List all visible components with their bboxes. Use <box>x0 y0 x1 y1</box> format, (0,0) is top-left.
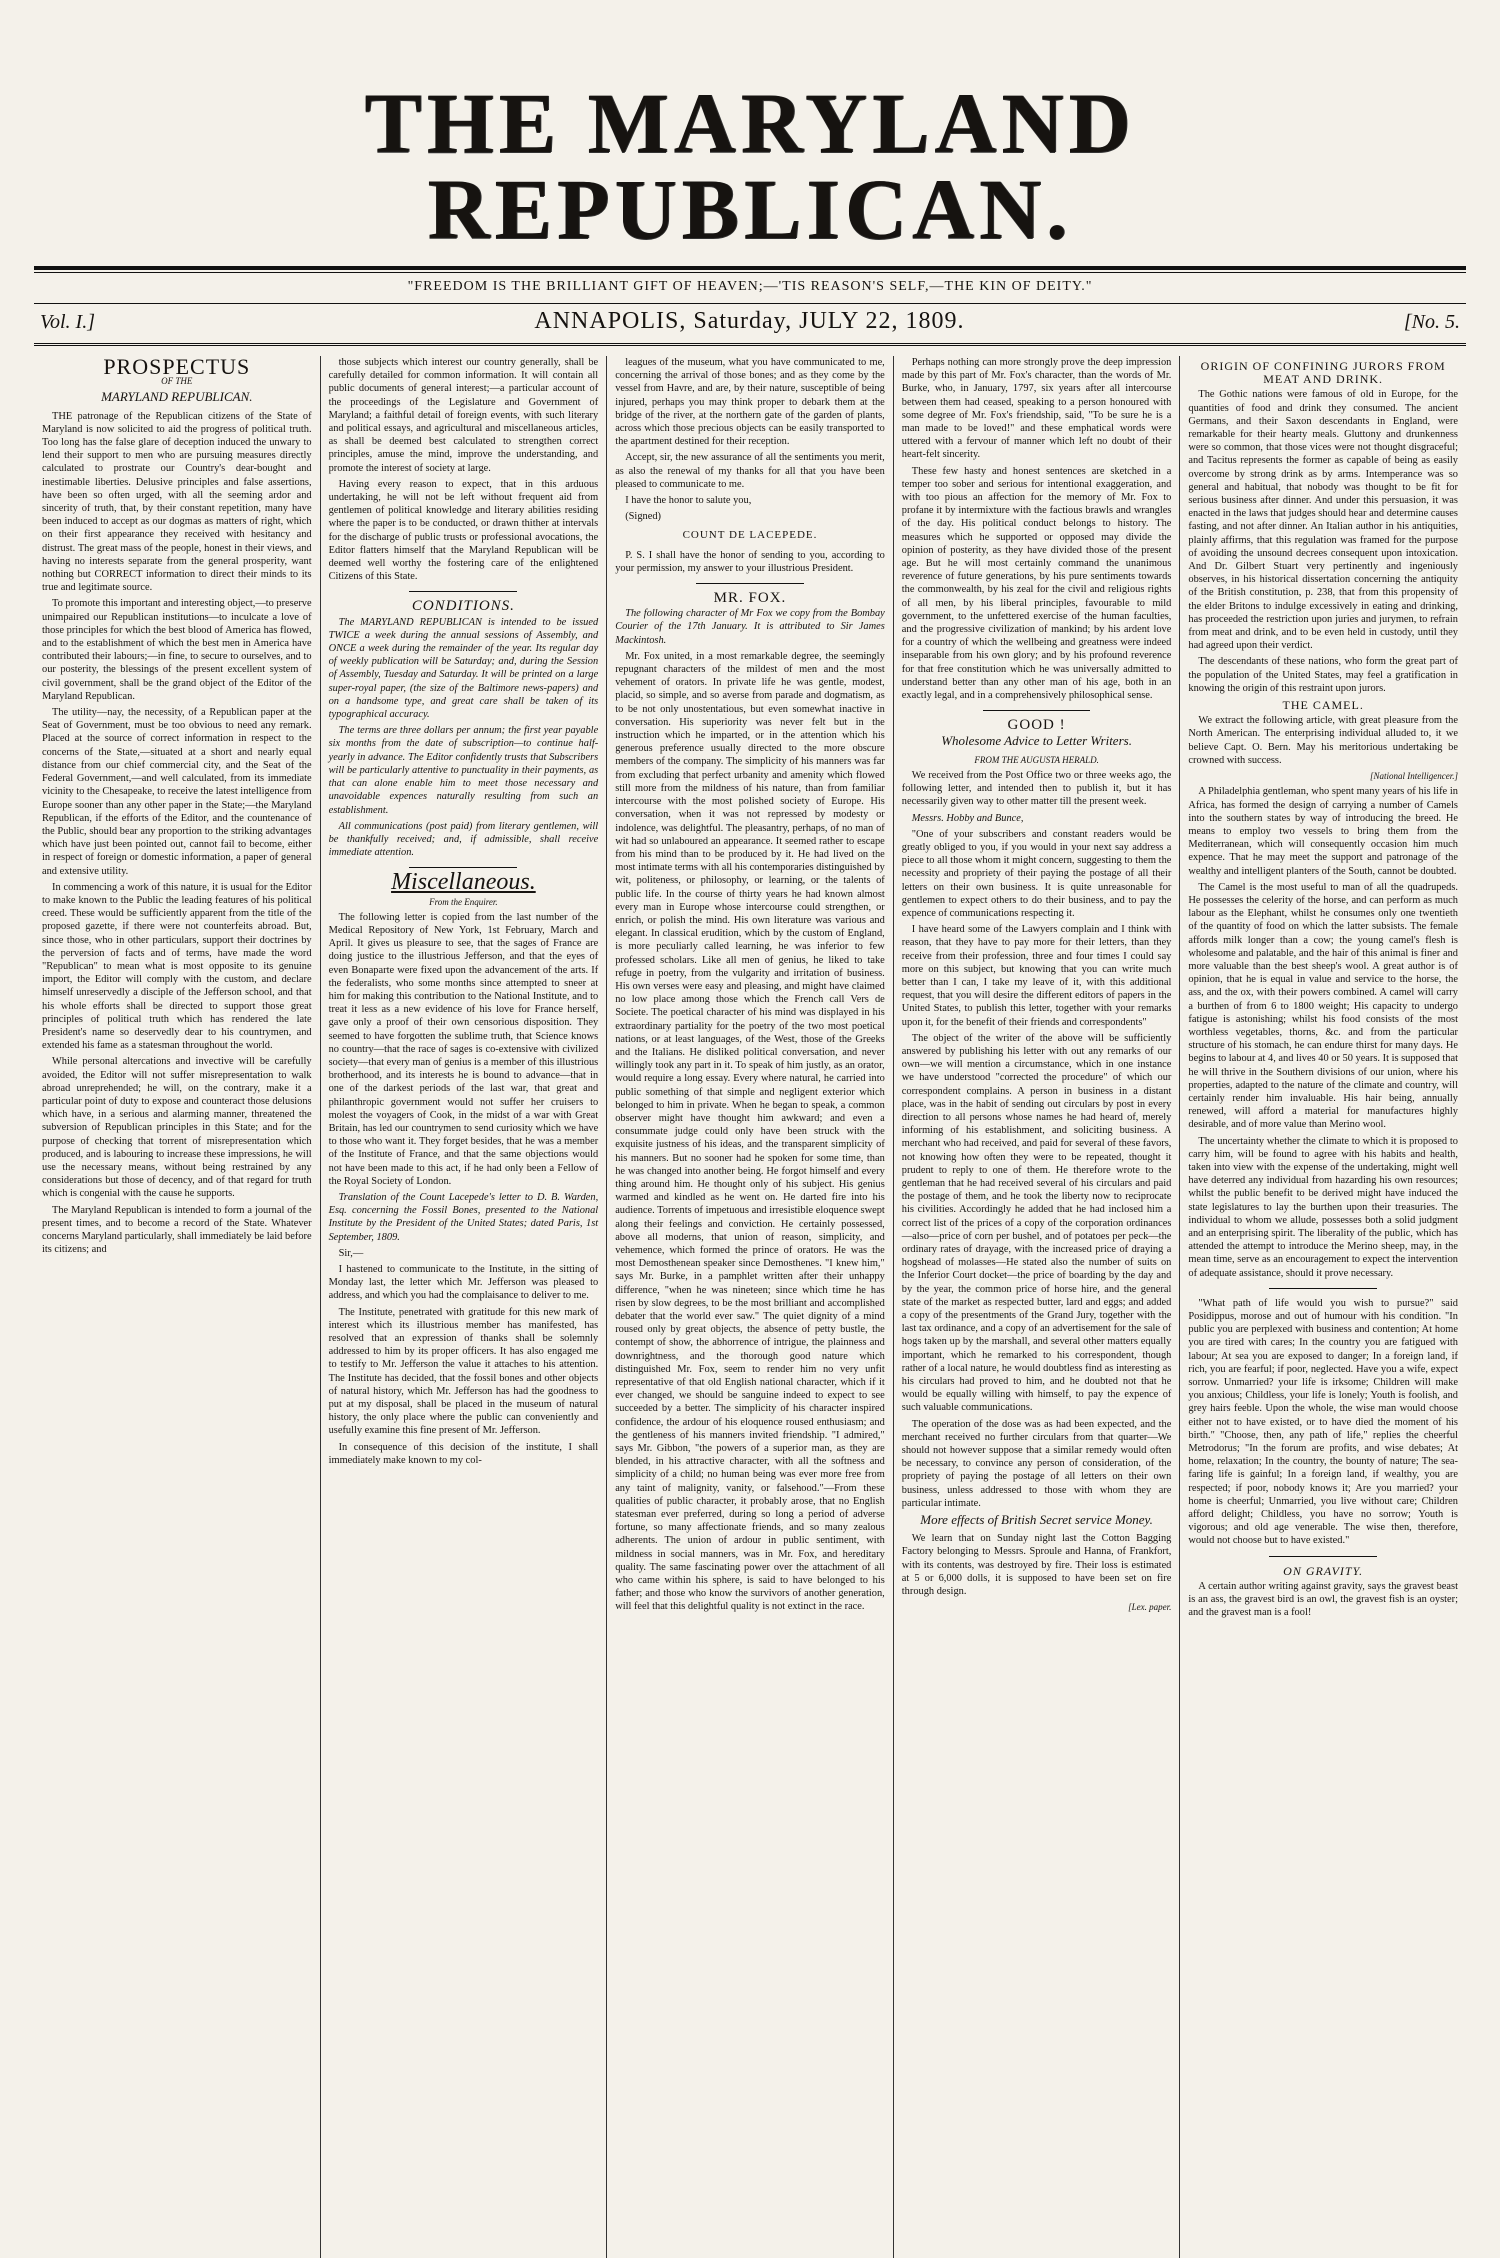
paragraph: All communications (post paid) from literary gentlemen, will be thankfully received; and, if admissible, shall receive immediate attention. <box>328 820 599 859</box>
column-1 <box>34 356 320 2258</box>
signature: COUNT DE LACEPEDE. <box>682 529 818 542</box>
source-line: [National Intelligencer.] <box>1369 771 1458 782</box>
source-line: From the Enquirer. <box>429 896 498 907</box>
paragraph: The utility—nay, the necessity, of a Republican paper at the Seat of Government, must be too obvious to need any remark. Placed at the source of correct information in respect to the concerns of the State,—situated at a short and nearly equal distance from our chief commercial city, and the Seat of the Federal Government,—and well calculated, from its immediate vicinity to the Chesapeake, to receive the latest intelligence from Europe sooner than any other paper in the State;—the Maryland Republican, if the efforts of the Editor, and the countenance of the Public, should bear any proportion to the striking advantages which have just been pointed out, cannot fail to become, either in respect of foreign or domestic information, a paper of general and extensive utility. <box>42 707 312 877</box>
paragraph: We learn that on Sunday night last the Cotton Bagging Factory belonging to Messrs. Sproule and Hanna, of Frankfort, with its contents, was destroyed by fire. Their loss is estimated at 5 or 6,000 dolls, it is supposed to have been set on fire through design. <box>901 1533 1172 1598</box>
paragraph: THE patronage of the Republican citizens of the State of Maryland is now solicited to aid the progress of political truth. Too long has the false glare of deception induced the unwary to lend their support to men who are pursuing measures directly calculated to prostrate our Country's dear-bought and inestimable liberties. Delusive principles and false assertions, have been so often urged, with all the seeming ardor and sincerity of truth, that, by their constant repetition, many have been induced to accept as our dogmas as matters of right, which on their first appearance they received with hesitancy and distrust. The great mass of the people, honest in their views, and having no interests separate from the general prosperity, want nothing but CORRECT information to direct their minds to its true and legitimate source. <box>42 410 312 594</box>
gravity-heading: ON GRAVITY. <box>1283 1563 1364 1578</box>
paragraph: I hastened to communicate to the Institute, in the sitting of Monday last, the letter which Mr. Jefferson was pleased to address, and which you had the complaisance to deliver to me. <box>328 1264 599 1302</box>
paragraph: We received from the Post Office two or three weeks ago, the following letter, and intended then to publish it, but it has necessarily given way to other matter till the present week. <box>901 769 1172 808</box>
paragraph: The MARYLAND REPUBLICAN is intended to be issued TWICE a week during the annual sessions of Assembly, and ONCE a week during the remainder of the year. Its regular day of weekly publication will be Saturday; and, during the Session of Assembly, Tuesday and Saturday. It will be printed on a large super-royal paper, (the size of the Baltimore news-papers) and on a handsome type, and great care shall be taken of its typographical accuracy. <box>328 616 599 721</box>
column-4 <box>893 356 1180 2258</box>
divider <box>409 867 517 868</box>
motto-rule <box>34 303 1466 304</box>
fox-heading: MR. FOX. <box>713 590 787 607</box>
paragraph: These few hasty and honest sentences are sketched in a temper too sober and serious for intentional exaggeration, and with too pious an affection for the memory of Mr. Fox to profane it by intermixture with the factious brawls and wrangles of the day. His political conduct belongs to history. The measures which he supported or opposed may divide the opinion of posterity, as they have divided those of the present age. But he will most certainly command the unanimous reverence of future generations, by his pure sentiments towards the commonwealth, by his zeal for the civil and religious rights of all men, by his liberal principles, favourable to mild government, to the unfettered exercise of the human faculties, and the progressive civilization of mankind; by his ardent love for a country of which the wellbeing and greatness were indeed inseparable from his own glory; and by his profound reverence for that free constitution which he was universally admitted to understand better than any other man of his age, both in an exactly legal, and in a comprehensively philosophical sense. <box>901 465 1172 702</box>
paragraph: Having every reason to expect, that in this arduous undertaking, he will not be left without frequent aid from gentlemen of political knowledge and literary abilities residing where the paper is to be conducted, or drawn thither at intervals for the discharge of public trusts or professional avocations, the Editor flatters himself that the Maryland Republican will be deemed well worthy the fostering care of the enlightened Citizens of this State. <box>328 478 599 583</box>
column-2 <box>320 356 607 2258</box>
good-subtitle: Wholesome Advice to Letter Writers. <box>941 733 1132 749</box>
paragraph: To promote this important and interesting object,—to preserve unimpaired our Republican institutions—to inculcate a love of those principles for which the best blood of America has flowed, and to the establishment of which the best men in America have contributed their labours;—in fine, to secure to ourselves, and to our posterity, the blessings of the present excellent system of civil government, shall be the grand object of the Editor of the Maryland Republican. <box>42 598 312 702</box>
divider <box>409 591 517 592</box>
prospectus-of: OF THE <box>161 376 193 387</box>
paragraph: The descendants of these nations, who form the great part of the population of the United States, may feel a gratification in knowing the origin of this restraint upon jurors. <box>1188 656 1458 694</box>
column-5 <box>1179 356 1466 2258</box>
paragraph: The Camel is the most useful to man of all the quadrupeds. He possesses the celerity of the horse, and can perform as much labour as the Elephant, whilst he consumes only one twentieth of the quantity of food on which the latter subsists. The female affords milk longer than a cow; the young camel's flesh is wholesome and palatable, and the hair of this animal is finer and more valuable than the best sheep's wool. A great author is of opinion, that he is equal in value and service to the horse, the ass, and the ox, with their powers combined. A camel will carry a burthen of from 6 to 1800 weight; His capacity to undergo fatigue is astonishing; whilst his food consists of the most worthless vegetables, thorns, &c. and from the particular structure of his stomach, he can endure thirst for many days. He begins to labour at 4, and lives 40 or 50 years. It is supposed that he will thrive in the Southern divisions of our union, where his properties, adapted to the nature of the climate and country, will certainly render him invaluable. His hair being, annually renewed, will afford a material for manufactures highly desirable, and of more value than Merino wool. <box>1188 881 1458 1131</box>
postscript: P. S. I shall have the honor of sending to you, according to your permission, my answer to your illustrious President. <box>615 549 885 574</box>
camel-heading: THE CAMEL. <box>1282 698 1364 713</box>
paragraph: While personal altercations and invective will be carefully avoided, the Editor will not suffer misrepresentation to walk abroad unreprehended; he will, on the contrary, make it a particular point of duty to expose and counteract those delusions which have, in a serious and alarming manner, threatened the subversion of Republican principles in this State; and for the purpose of checking that torrent of misrepresentation which produced, and is labouring to increase these impressions, he will use the necessary means, without being restrained by any considerations but those of decency, and of that regard for truth which is congenial with the cause he supports. <box>42 1056 312 1200</box>
dateline <box>40 308 1460 335</box>
paragraph: The object of the writer of the above will be sufficiently answered by publishing his letter with out any remarks of our own—we will mention a circumstance, which in one instance we have understood "corrected the procedure" of which our correspondent complains. A person in business in a distant place, was in the habit of sending out circulars by post in every direction to all persons whose names he had heard of, merely informing of his establishment, and soliciting business. A merchant who had received, and paid for several of these favors, not knowing how often they were to be repeated, thought it prudent to reply to one of them. He therefore wrote to the gentleman that he had received several of his circulars and paid the postage of them, and he took the liberty now to reciprocate his civilities. Accordingly he added that he had inclosed him a correct list of the prices of a copy of the corporation ordinances—also—price of corn per bushel, and of potatoes per peck—the ordinary rates of drayage, with the increased price of draying a hogshead of molasses—He stated also the number of suits on the Inferior Court docket—the price of boarding by the day and by the year, the common price of horse hire, and the general state of the market as respected butter, lard and eggs; and added a copy of the presentments of the Grand Jury, together with the last tax ordinance, and a copy of an advertisement for the sale of hogs taken up by the marshall, and several other matters equally important, which he remarked to his correspondent, though rather of a local nature, he would doubtless find as interesting as his circulars had proved to him, and he doubted not that he would be equally willing with himself, to pay the expence of such valuable communications. <box>901 1032 1172 1414</box>
masthead-rule <box>34 266 1466 270</box>
paragraph: In consequence of this decision of the institute, I shall immediately make known to my col- <box>328 1441 599 1466</box>
source-line: FROM THE AUGUSTA HERALD. <box>974 754 1099 765</box>
paragraph: Mr. Fox united, in a most remarkable degree, the seemingly repugnant characters of the mildest of men and the most vehement of orators. In private life he was gentle, modest, placid, so simple, and so averse from parade and dogmatism, as to be not only unostentatious, but even somewhat inactive in conversation. His superiority was never felt but in the instruction which he imparted, or in the attention which his generous preference usually directed to the more obscure members of the company. The simplicity of his manners was far from excluding that perfect urbanity and amenity which flowed still more from the mildness of his nature, than from familiar intercourse with the most polished society of Europe. His conversation, when it was not repressed by modesty or indolence, was delightful. The pleasantry, perhaps, of no man of wit had so unlaboured an appearance. It seemed rather to escape from his mind than to be produced by it. He had lived on the most intimate terms with all his contemporaries distinguished by wit, politeness, or philosophy, or learning, or the talents of public life. In the course of thirty years he had known almost every man in Europe whose intercourse could strengthen, or enrich, or polish the mind. His own literature was various and elegant. In classical erudition, which by the custom of England, is more peculiarly called learning, he was inferior to few professed scholars. Like all men of genius, he liked to take refuge in poetry, from the vulgarity and irritation of business. His own verses were easy and pleasing, and might have claimed no low place among those which the French call Vers de Societe. The poetical character of his mind was displayed in his extraordinary partiality for the poetry of the two most poetical nations, or at least languages, of the West, those of the Greeks and the Italians. He disliked political conversation, and never willingly took any part in it. To speak of him justly, as an orator, would require a long essay. Every where natural, he carried into public something of that simple and negligent exterior which belonged to him in private. When he began to speak, a common observer might have thought him awkward; and even a consummate judge could only have been struck with the exquisite justness of his ideas, and the transparent simplicity of his manners. But no sooner had he spoken for some time, than he was changed into another being. He forgot himself and every thing around him. He thought only of his subject. His genius warmed and kindled as he went on. He darted fire into his audience. Torrents of impetuous and irresistible eloquence swept along their feelings and conviction. He certainly possessed, above all moderns, that union of reason, simplicity, and vehemence, which formed the prince of orators. He was the most Demosthenean speaker since Demosthenes. "I knew him," says Mr. Burke, in a pamphlet written after their unhappy difference, "when he was nineteen; since which time he has risen by slow degrees, to be the most brilliant and accomplished debater that the world ever saw." The quiet dignity of a mind roused only by great objects, the absence of petty bustle, the contempt of show, the abhorrence of intrigue, the plainness and downrightness, and the thorough good nature which distinguished Mr. Fox, seem to render him no very unfit representative of that old English national character, which if it ever changed, we should be sanguine indeed to expect to see succeeded by a better. The simplicity of his character inspired confidence, the ardour of his eloquence roused enthusiasm; and the gentleness of his manners invited friendship. "I admired," says Mr. Gibbon, "the powers of a superior man, as they are blended, in his attractive character, with all the softness and simplicity of a child; no human being was ever more free from any taint of malignity, vanity, or falsehood."—From these qualities of public character, it probably arose, that no English statesman ever preferred, during so long a period of adverse fortune, so many affectionate friends, and so many zealous adherents. The union of ardour in public sentiment, with mildness in social manners, was in Mr. Fox, and hereditary quality. The same fascinating power over the attachment of all who came within his sphere, is said to have belonged to his father; and those who know the survivors of another generation, will feel that this delightful quality is not extinct in the race. <box>615 650 885 1613</box>
translation-note: Translation of the Count Lacepede's letter to D. B. Warden, Esq. concerning the Fossil Bones, presented to the National Institute by the President of the United States; dated Paris, 1st September, 1809. <box>328 1191 599 1243</box>
salutation: Sir,— <box>338 1247 364 1259</box>
paragraph: "One of your subscribers and constant readers would be greatly obliged to you, if you would in your next say address a piece to all those whom it might concern, suggesting to them the necessity and propriety of their paying the postage of all their letters on their own business. It is quite unreasonable for gentlemen to expect others to do their business, and to pay the expence of communications respecting it. <box>901 828 1172 919</box>
prospectus-heading: PROSPECTUS <box>103 356 251 379</box>
divider <box>1269 1288 1377 1289</box>
issue-number: [No. 5. <box>1403 311 1460 333</box>
newspaper-title: THE MARYLAND REPUBLICAN. <box>364 75 1136 257</box>
divider <box>1269 1556 1377 1557</box>
prospectus-subtitle: MARYLAND REPUBLICAN. <box>101 389 253 405</box>
paragraph: We extract the following article, with great pleasure from the North American. The enterprising individual alluded to, it we believe Capt. O. Bern. May his meritorious undertaking be crowned with success. <box>1188 715 1458 766</box>
paragraph: The terms are three dollars per annum; the first year payable six months from the date of subscription—to continue half-yearly in advance. The Editor confidently trusts that Subscribers will be particularly attentive to punctuality in their payments, as that can alone enable him to meet those necessary and unavoidable expences naturally resulting from such an establishment. <box>328 725 599 816</box>
paragraph: leagues of the museum, what you have communicated to me, concerning the arrival of those bones; and as they come by the vessel from Havre, and are, by their nature, susceptible of being injured, perhaps you may think proper to debark them at the bridge of the river, at the northern gate of the garden of plants, across which those precious objects can be easily transported to the apartment destined for their reception. <box>615 357 885 448</box>
good-heading: GOOD ! <box>1007 717 1066 734</box>
volume-label: Vol. I.] <box>40 311 95 333</box>
paragraph: Accept, sir, the new assurance of all the sentiments you merit, as also the renewal of my thanks for all that you have been pleased to communicate to me. <box>615 452 885 490</box>
paragraph: The operation of the dose was as had been expected, and the merchant received no further circulars from that quarter—We should not however suppose that a similar remedy would often be necessary, to convince any person of consideration, of the propriety of paying the postage of all letters on their own business, unless addressed to those with whom they are particular intimate. <box>901 1418 1172 1509</box>
source-line: [Lex. paper. <box>1128 1602 1172 1613</box>
paragraph: The uncertainty whether the climate to which it is proposed to carry him, will be found to agree with his habits and health, taken into view with the expense of the undertaking, might well have deterred any individual from hazarding his own resources; whilst the public benefit to be derived might have induced the state legislatures to lay the burthen upon their treasuries. The individual to whom we allude, possesses both a solid judgment and an enterprising spirit. The liberality of the public, which has attended the attempt to introduce the Merino sheep, may, in the mean time, serve as an encouragement to expect the intervention of adequate assistance, should it prove necessary. <box>1188 1135 1458 1279</box>
columns <box>34 343 1466 2258</box>
fox-intro: The following character of Mr Fox we copy from the Bombay Courier of the 17th January. It is attributed to Sir James Mackintosh. <box>615 608 885 646</box>
paragraph: The Gothic nations were famous of old in Europe, for the quantities of food and drink they consumed. The ancient Germans, and their Saxon descendants in England, were remarkable for their hearty meals. Gluttony and drunkenness were so common, that those vices were not thought disgraceful; and Tacitus represents the former as capable of being as easily overcome by strong drink as by arms. Intemperance was so general and habitual, that nobody was thought to be fit for serious business after dinner. And under this persuasion, it was enacted in the laws that judges should hear and determine causes fasting, and not after dinner. An Italian author in his antiquities, plainly affirms, that this regulation was framed for the purpose of avoiding the unsound decrees consequent upon intoxication. And Dr. Gilbert Stuart very pertinently and ingeniously observes, in his historical dissertation concerning the antiquity of the British constitution, p. 238, that from this propensity of the elder Britons to indulge excessively in eating and drinking, has proceeded the restriction upon juries and jurymen, to refrain from meat and drink, and to be even held in custody, until they had agreed upon their verdict. <box>1188 389 1458 652</box>
divider <box>983 710 1091 711</box>
miscellaneous-heading: Miscellaneous. <box>391 869 536 896</box>
column-3 <box>606 356 893 2258</box>
paragraph: A certain author writing against gravity, says the gravest beast is an ass, the gravest bird is an owl, the gravest fish is an oyster; and the gravest man is a fool! <box>1188 1580 1458 1619</box>
divider <box>696 583 804 584</box>
paragraph: In commencing a work of this nature, it is usual for the Editor to make known to the Public the leading features of his political creed. These would be sufficiently apparent from the title of the proposed gazette, if there were not counterfeits abroad. But, since those, who in other particulars, support their doctrines by the perversion of facts and of terms, have made the word "Republican" to mean what is most opposite to its genuine import, the Editor will comply with the custom, and declare himself unreservedly a disciple of the Jefferson school, and that his whole efforts shall be directed to support those great principles of political truth which has rendered the late President's name so deservedly dear to his countrymen, and extended his fame as a statesman throughout the world. <box>42 881 312 1052</box>
conditions-heading: CONDITIONS. <box>411 598 515 615</box>
salutation: Messrs. Hobby and Bunce, <box>911 812 1024 824</box>
paragraph: The Institute, penetrated with gratitude for this new mark of interest which its illustrious member has manifested, has resolved that an expression of thanks shall be solemnly addressed to him by its proper officers. It has also engaged me to testify to Mr. Jefferson the value it attaches to his attention. The Institute has decided, that the fossil bones and other objects of natural history, which Mr. Jefferson has had the goodness to put at my disposal, shall be placed in the museum of natural history, the only place where the public can conveniently and usefully examine this fine present of Mr. Jefferson. <box>328 1306 599 1437</box>
paragraph: A Philadelphia gentleman, who spent many years of his life in Africa, has formed the design of carrying a number of Camels into the southern states by way of introducing the breed. He means to employ two vessels to bring them from the Mediterranean, which will consequently occasion him much expence. That he may meet the support and patronage of the wealthy and intelligent planters of the South, cannot be doubted. <box>1188 786 1458 877</box>
motto: "FREEDOM IS THE BRILLIANT GIFT OF HEAVEN;—'TIS REASON'S SELF,—THE KIN OF DEITY." <box>407 279 1093 294</box>
paragraph: The Maryland Republican is intended to form a journal of the present times, and to become a record of the State. Whatever concerns Maryland particularly, shall immediately be laid before its citizens; and <box>42 1204 312 1256</box>
signed-label: (Signed) <box>625 511 661 523</box>
masthead-rule-thin <box>34 272 1466 273</box>
paragraph: Perhaps nothing can more strongly prove the deep impression made by this part of Mr. Fox's character, than the words of Mr. Burke, who, in January, 1797, six years after all intercourse between them had ceased, speaking to a person honoured with some degree of Mr. Fox's friendship, said, "To be sure he is a man made to be loved!" and these emphatical words were uttered with a fervour of manner which left no doubt of their heart-felt sincerity. <box>901 357 1172 461</box>
masthead <box>34 75 1466 335</box>
paragraph: I have the honor to salute you, <box>625 495 752 507</box>
paragraph: those subjects which interest our country generally, shall be carefully detailed for common information. It will contain all public documents of general interest;—a particular account of the proceedings of the Legislature and Government of Maryland; a faithful detail of foreign events, with such literary and political essays, and agricultural and miscellaneous articles, as shall be deemed best calculated to strengthen correct principles, amuse the mind, improve the understanding, and promote the interest of society at large. <box>328 357 599 474</box>
paragraph: "What path of life would you wish to pursue?" said Posidippus, morose and out of humour with his condition. "In public you are perplexed with business and contention; At home you are tired with cares; In the country you are fatigued with labour; At sea you are exposed to danger; In a foreign land, if rich, you are fearful; if poor, neglected. Have you a wife, expect sorrow. Unmarried? your life is irksome; Children will make you anxious; Childless, your life is lonely; Youth is foolish, and grey hairs feeble. Upon the whole, the wise man would choose either not to have existed, or to have died the moment of his birth." "Choose, then, any path of life," replies the cheerful Metrodorus; "In the forum are profits, and wise debates; At home, relaxation; In the country, the bounty of nature; The sea-faring life is gainful; In a foreign land, if wealthy, you are respected; if poor, nobody knows it; Are you married? your home is cheerful; Unmarried, you live without care; Children afford delight; Childless, you have no sorrow; Youth is vigorous; and old age venerable. The wise then, therefore, would not choose but to have existed." <box>1188 1297 1458 1547</box>
paragraph: The following letter is copied from the last number of the Medical Repository of New York, 1st February, March and April. It gives us pleasure to see, that the sages of France are doing justice to the illustrious Jefferson, and that the eyes of even Bonaparte were fixed upon the advancement of the arts. If the federalists, who some months since attempted to sneer at him for making this contribution to the National Institute, and to treat it less as a new evidence of his love for France herself, gave only a proof of their own censorious disposition. They seemed to have forgotten the sublime truth, that Science knows no country—that the race of sages is co-extensive with civilized society—that every man of genius is a member of this illustrious brotherhood, and its interests he is bound to advance—that in one of the darkest periods of the last war, that great and philanthropic government would not suffer her cruisers to molest the voyagers of Cook, in the midst of a war with Great Britain, has led our countrymen to send curiosity which we have to those who want it. They forget besides, that he was a member of the Institute of France, and that the same objections would not have been made to this act, if he had only been a Fellow of the Royal Society of London. <box>328 911 599 1187</box>
effects-heading: More effects of British Secret service Money. <box>920 1512 1153 1528</box>
paragraph: I have heard some of the Lawyers complain and I think with reason, that they have to pay more for their letters, than they receive from their profession, three and four times I could say more on this subject, but knowing that you can write much better than I can, I take my leave of it, with this additional request, that you will desire the different editors of papers in the United States, to publish this letter, together with your remarks upon it, for the benefit of their friends and correspondents" <box>901 924 1172 1028</box>
origin-heading: ORIGIN OF CONFINING JURORS FROM MEAT AND DRINK. <box>1200 359 1446 387</box>
place-date: ANNAPOLIS, Saturday, JULY 22, 1809. <box>534 308 965 334</box>
